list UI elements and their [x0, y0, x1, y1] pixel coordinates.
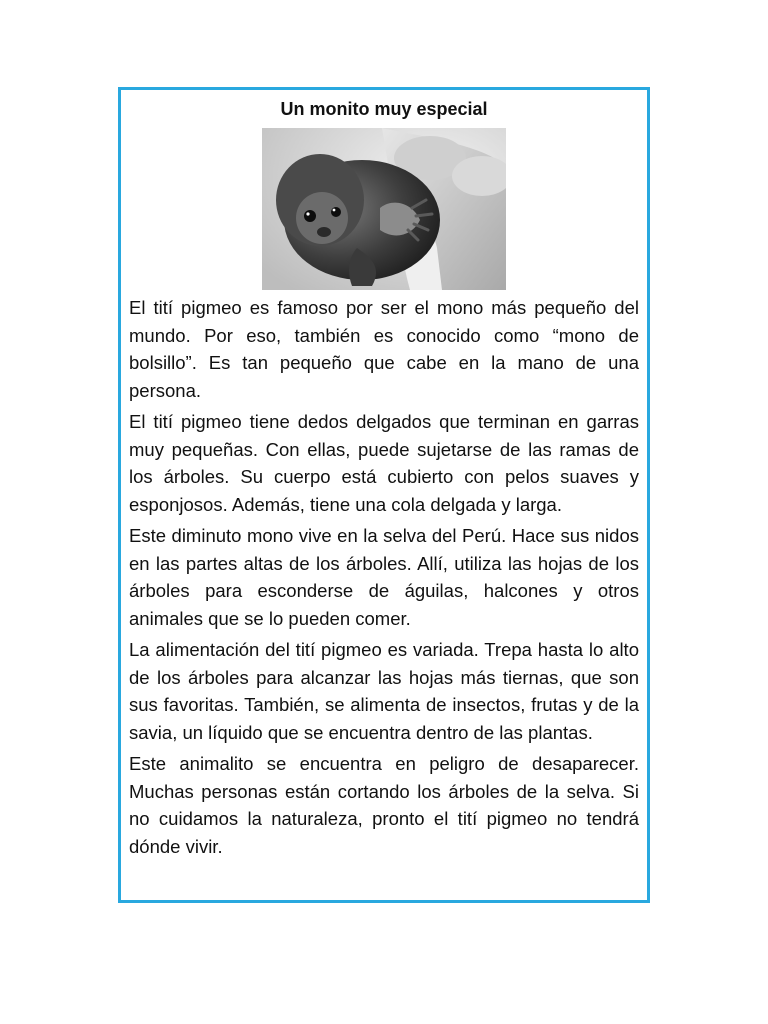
pygmy-marmoset-photo: [262, 128, 506, 290]
paragraph: Este diminuto mono vive en la selva del Perú. Hace sus nidos en las partes altas de los árboles. Allí, utiliza las hojas de los árboles para esconderse de águilas, halcones y otros animales que se lo pueden comer.: [129, 525, 639, 629]
monkey-eye-right: [331, 207, 341, 217]
article-body: [129, 294, 639, 860]
paragraph: Este animalito se encuentra en peligro de desaparecer. Muchas personas están cortando los árboles de la selva. Si no cuidamos la naturaleza, pronto el tití pigmeo no tendrá dónde vivir.: [129, 753, 639, 857]
paragraph: El tití pigmeo tiene dedos delgados que terminan en garras muy pequeñas. Con ellas, puede sujetarse de las ramas de los árboles. Su cuerpo está cubierto con pelos suaves y esponjosos. Además, tiene una cola delgada y larga.: [129, 411, 639, 515]
monkey-nose: [317, 227, 331, 237]
monkey-eye-left: [304, 210, 316, 222]
document-title: Un monito muy especial: [280, 99, 488, 119]
photo-container: [129, 128, 639, 290]
paragraph: La alimentación del tití pigmeo es variada. Trepa hasta lo alto de los árboles para alcanzar las hojas más tiernas, que son sus favoritas. También, se alimenta de insectos, frutas y de la savia, un líquido que se encuentra dentro de las plantas.: [129, 639, 639, 743]
paragraph: El tití pigmeo es famoso por ser el mono más pequeño del mundo. Por eso, también es conocido como “mono de bolsillo”. Es tan pequeño que cabe en la mano de una persona.: [129, 297, 639, 401]
reading-card: [118, 87, 650, 903]
